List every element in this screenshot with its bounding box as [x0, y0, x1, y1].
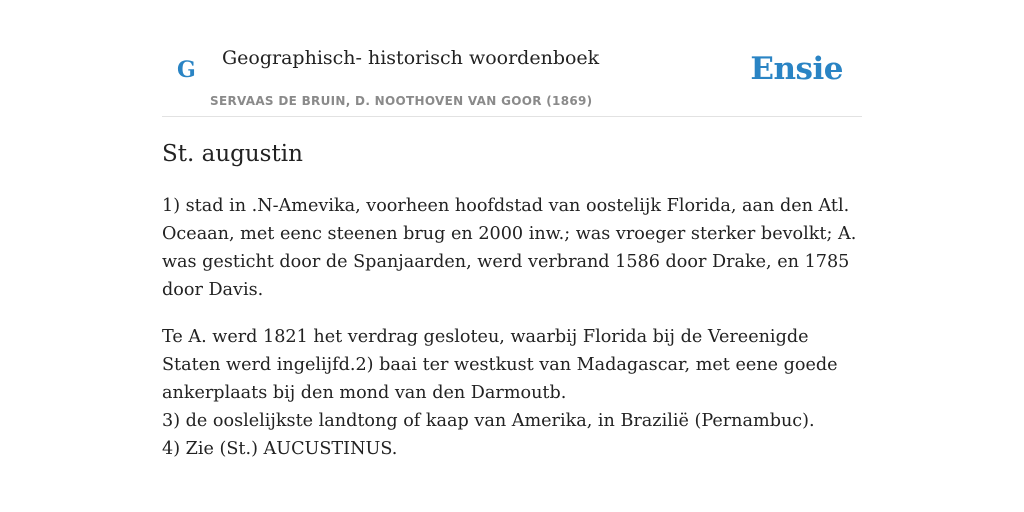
entry-title: St. augustin	[162, 141, 303, 167]
entry-paragraph-2-line-2: 3) de ooslelijkste landtong of kaap van Amerika, in Brazilië (Pernambuc).	[162, 411, 815, 431]
entry-paragraph-2	[162, 323, 862, 463]
entry-body	[162, 192, 862, 482]
book-logo-icon[interactable]: G	[177, 57, 196, 83]
entry-paragraph-1: 1) stad in .N-Amevika, voorheen hoofdstad van oostelijk Florida, aan den Atl. Oceaan, met eenc steenen brug en 2000 inw.; was vroeger sterker bevolkt; A. was gesticht door de Spanjaarden, werd verbrand 1586 door Drake, en 1785 door Davis.	[162, 196, 857, 300]
book-title[interactable]: Geographisch- historisch woordenboek	[222, 47, 600, 69]
book-author: SERVAAS DE BRUIN, D. NOOTHOVEN VAN GOOR (1869)	[210, 94, 593, 108]
entry-paragraph-2-line-3: 4) Zie (St.) AUCUSTINUS.	[162, 439, 398, 459]
entry-paragraph-2-line-1: Te A. werd 1821 het verdrag gesloteu, waarbij Florida bij de Vereenigde Staten werd ingelijfd.2) baai ter westkust van Madagascar, met eene goede ankerplaats bij den mond van den Darmoutb.	[162, 327, 838, 403]
header	[162, 0, 862, 117]
brand-logo[interactable]: Ensie	[750, 51, 843, 87]
